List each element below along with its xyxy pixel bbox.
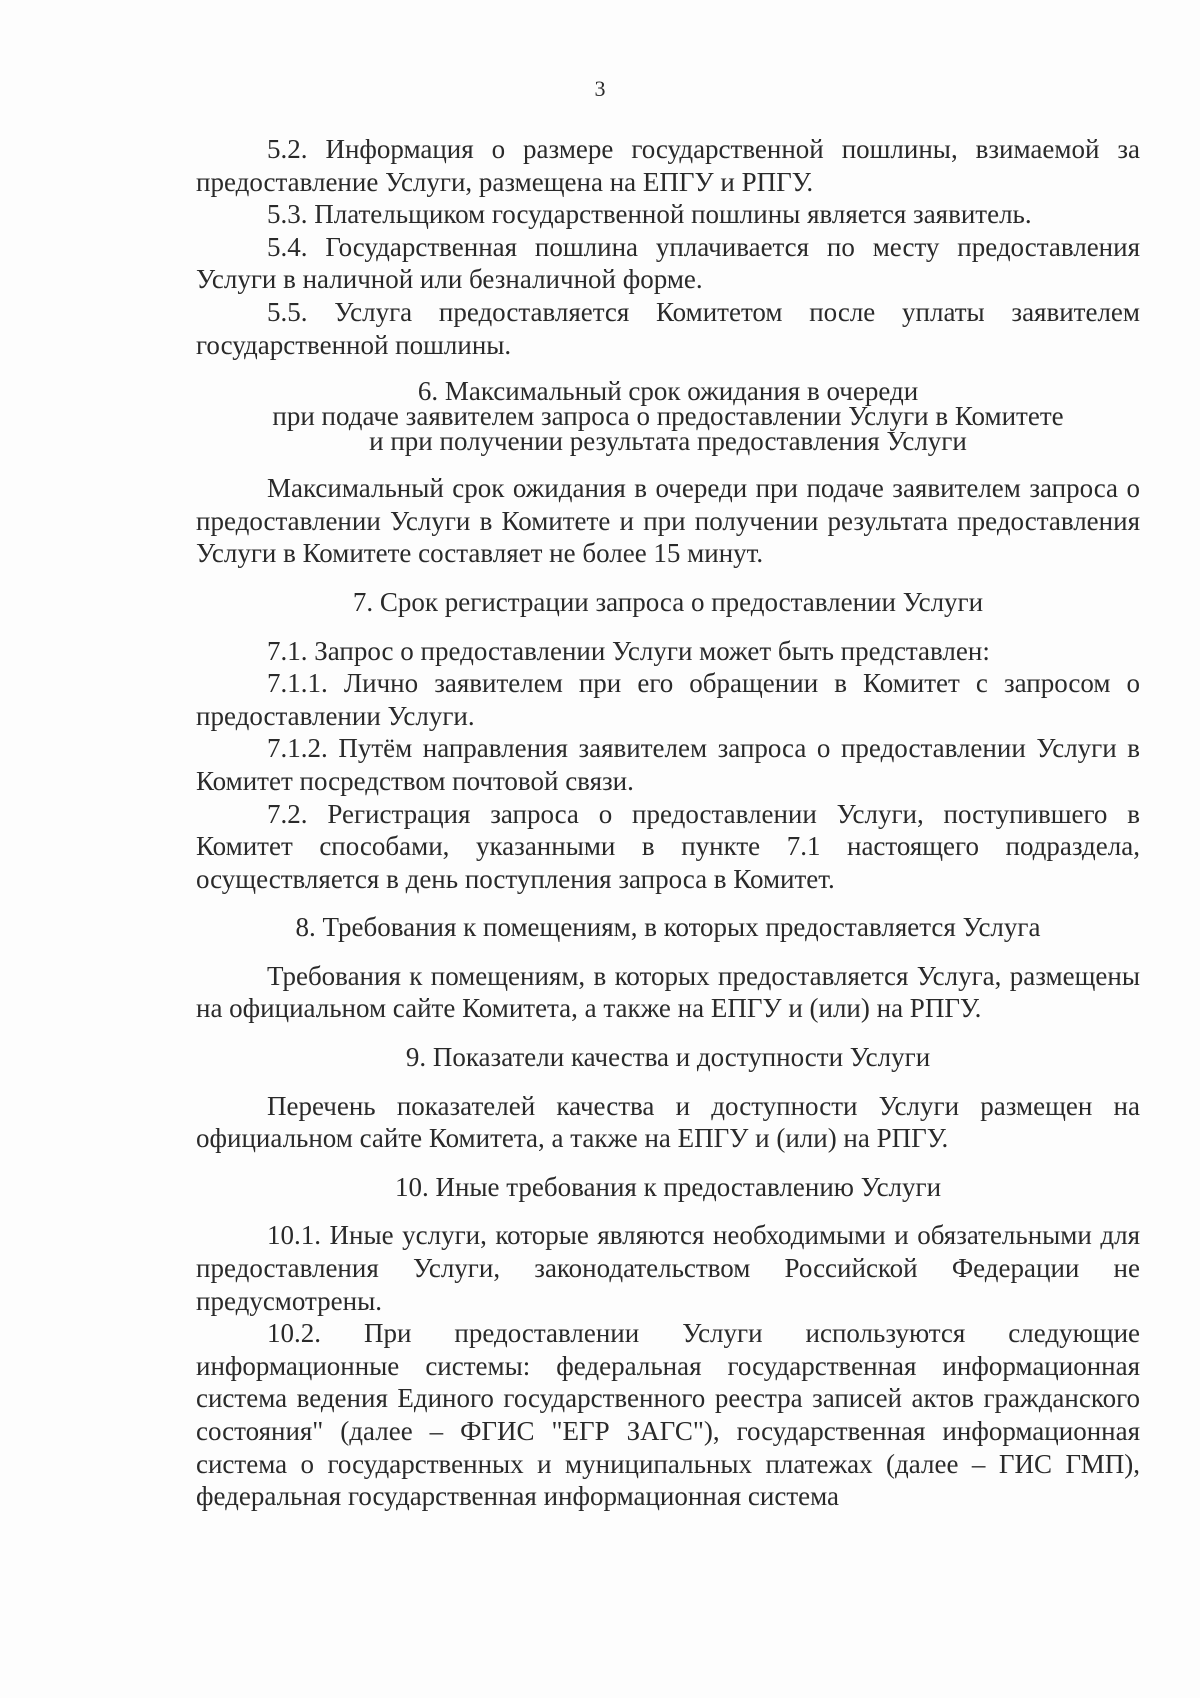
paragraph-7-1: 7.1. Запрос о предоставлении Услуги может быть представлен: [267,635,990,666]
section-6-heading-line-2: при подаче заявителем запроса о предоставлении Услуги в Комитете [272,401,1064,432]
section-7-heading: 7. Срок регистрации запроса о предоставлении Услуги [352,586,984,617]
paragraph-5-3: 5.3. Плательщиком государственной пошлины является заявитель. [267,199,1032,230]
paragraph-10-1: 10.1. Иные услуги, которые являются необходимыми и обязательными для предоставления Услуги, законодательством Российской Федерации не предусмотрены. [196,1220,1140,1316]
paragraph-7-2: 7.2. Регистрация запроса о предоставлении Услуги, поступившего в Комитет способами, указанными в пункте 7.1 настоящего подраздела, осуществляется в день поступления запроса в Комитет. [196,798,1140,894]
section-6-heading-line-3: и при получении результата предоставления Услуги [369,426,967,457]
section-6-heading [196,376,1140,457]
paragraph-7-1-2: 7.1.2. Путём направления заявителем запроса о предоставлении Услуги в Комитет посредством почтовой связи. [196,733,1140,796]
paragraph-5-4: 5.4. Государственная пошлина уплачивается по месту предоставления Услуги в наличной или безналичной форме. [196,231,1140,295]
paragraph-8-body: Требования к помещениям, в которых предоставляется Услуга, размещены на официальном сайте Комитета, а также на ЕПГУ и (или) на РПГУ. [196,960,1140,1024]
paragraph-5-2: 5.2. Информация о размере государственной пошлины, взимаемой за предоставление Услуги, размещена на ЕПГУ и РПГУ. [196,134,1140,197]
section-9-heading: 9. Показатели качества и доступности Услуги [405,1042,931,1073]
paragraph-7-1-1: 7.1.1. Лично заявителем при его обращении в Комитет с запросом о предоставлении Услуги. [196,668,1140,731]
page-number: 3 [594,76,606,101]
section-8-heading: 8. Требования к помещениям, в которых предоставляется Услуга [295,912,1041,943]
paragraph-10-2: 10.2. При предоставлении Услуги используются следующие информационные системы: федеральная государственная информационная система ведения Единого государственного реестра записей актов гражданского состояния" (далее – ФГИС "ЕГР ЗАГС"), государственная информационная система о государственных и муниципальных платежах (далее – ГИС ГМП), федеральная государственная информационная система [196,1318,1140,1512]
section-6-heading-line-1: 6. Максимальный срок ожидания в очереди [417,376,919,407]
paragraph-6-body: Максимальный срок ожидания в очереди при подаче заявителем запроса о предоставлении Услуги в Комитете и при получении результата предоставления Услуги в Комитете составляет не более 15 минут. [196,473,1140,569]
paragraph-9-body: Перечень показателей качества и доступности Услуги размещен на официальном сайте Комитета, а также на ЕПГУ и (или) на РПГУ. [196,1090,1140,1154]
document-body [196,133,1140,1513]
paragraph-5-5: 5.5. Услуга предоставляется Комитетом после уплаты заявителем государственной пошлины. [196,296,1140,360]
section-10-heading: 10. Иные требования к предоставлению Услуги [394,1171,942,1202]
